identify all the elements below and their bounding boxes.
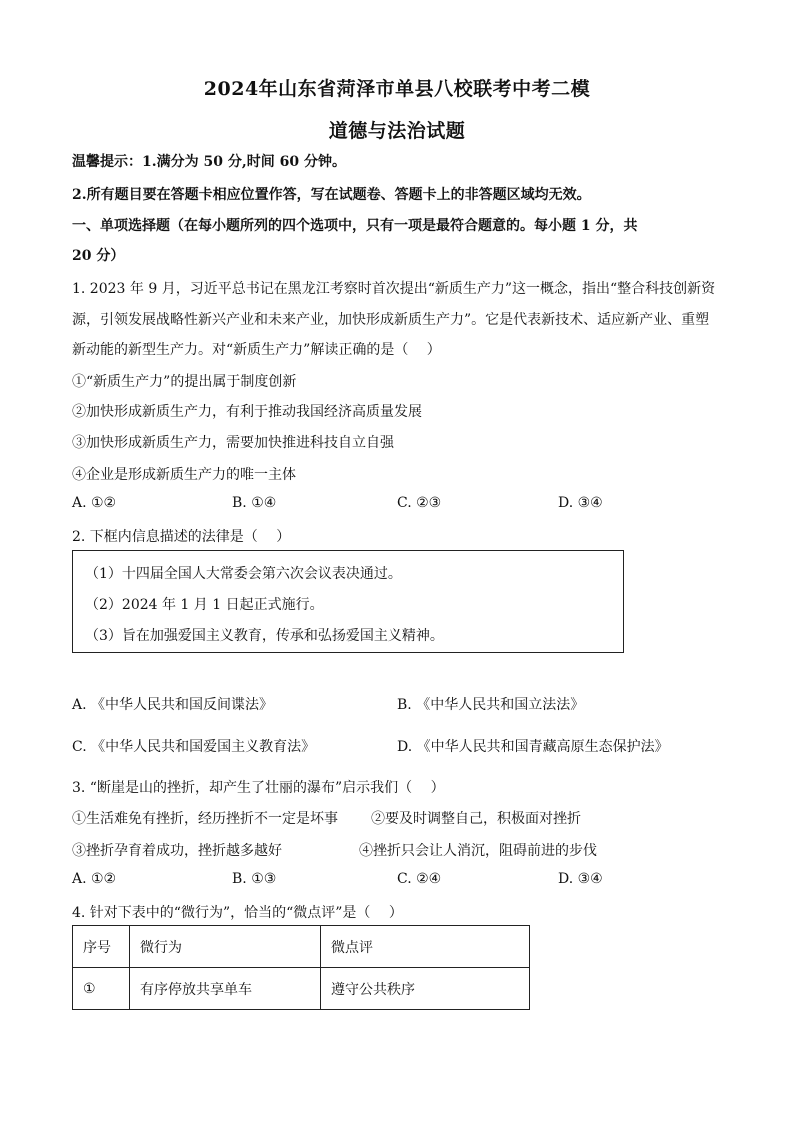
q1-option-b[interactable]: B. ①④	[232, 495, 277, 511]
q1-item: ②加快形成新质生产力，有利于推动我国经济高质量发展	[72, 404, 422, 420]
q4-table	[72, 925, 530, 1010]
q2-stem: 2. 下框内信息描述的法律是（ ）	[72, 529, 291, 545]
table-header-row	[73, 926, 530, 968]
q1-stem-line2: 源，引领发展战略性新兴产业和未来产业，加快形成新质生产力”。它是代表新技术、适应新产业、重塑	[72, 312, 710, 328]
tip-2: 2.所有题目要在答题卡相应位置作答，写在试题卷、答题卡上的非答题区域均无效。	[72, 187, 591, 203]
q1-stem-line3: 新动能的新型生产力。对“新质生产力”解读正确的是（ ）	[72, 342, 441, 358]
table-cell: 有序停放共享单车	[130, 968, 321, 1010]
q2-box-line: （2）2024 年 1 月 1 日起正式施行。	[85, 597, 324, 613]
q2-info-box	[72, 550, 624, 653]
q3-option-a[interactable]: A. ①②	[72, 871, 117, 887]
table-header-cell: 微点评	[321, 926, 530, 968]
q3-item: ③挫折孕育着成功，挫折越多越好	[72, 843, 282, 859]
exam-title: 2024年山东省菏泽市单县八校联考中考二模	[203, 78, 591, 100]
q2-option-a[interactable]: A. 《中华人民共和国反间谍法》	[72, 697, 274, 713]
table-cell: ①	[73, 968, 130, 1010]
q2-option-d[interactable]: D. 《中华人民共和国青藏高原生态保护法》	[397, 739, 669, 755]
q3-item: ②要及时调整自己，积极面对挫折	[371, 811, 581, 827]
q2-option-b[interactable]: B. 《中华人民共和国立法法》	[397, 697, 585, 713]
q3-option-c[interactable]: C. ②④	[397, 871, 442, 887]
exam-subtitle: 道德与法治试题	[328, 120, 466, 142]
q1-stem-line1: 1. 2023 年 9 月，习近平总书记在黑龙江考察时首次提出“新质生产力”这一概念，指出“整合科技创新资	[72, 281, 716, 297]
q1-option-d[interactable]: D. ③④	[558, 495, 603, 511]
q3-item: ①生活难免有挫折，经历挫折不一定是坏事	[72, 811, 338, 827]
q3-option-d[interactable]: D. ③④	[558, 871, 603, 887]
q3-option-b[interactable]: B. ①③	[232, 871, 277, 887]
table-header-cell: 序号	[73, 926, 130, 968]
q1-item: ④企业是形成新质生产力的唯一主体	[72, 467, 296, 483]
q2-option-c[interactable]: C. 《中华人民共和国爱国主义教育法》	[72, 739, 316, 755]
q1-item: ①“新质生产力”的提出属于制度创新	[72, 374, 297, 390]
tip-1: 温馨提示：1.满分为 50 分,时间 60 分钟。	[72, 154, 346, 170]
q3-stem: 3. “断崖是山的挫折，却产生了壮丽的瀑布”启示我们（ ）	[72, 780, 445, 796]
section-heading-line2: 20 分）	[72, 248, 125, 264]
table-cell: 遵守公共秩序	[321, 968, 530, 1010]
table-row	[73, 968, 530, 1010]
q2-box-line: （3）旨在加强爱国主义教育，传承和弘扬爱国主义精神。	[85, 628, 444, 644]
table-header-cell: 微行为	[130, 926, 321, 968]
q3-item: ④挫折只会让人消沉，阻碍前进的步伐	[359, 843, 597, 859]
q4-stem: 4. 针对下表中的“微行为”，恰当的“微点评”是（ ）	[72, 905, 403, 921]
q1-option-a[interactable]: A. ①②	[72, 495, 117, 511]
q1-option-c[interactable]: C. ②③	[397, 495, 442, 511]
q2-box-line: （1）十四届全国人大常委会第六次会议表决通过。	[85, 566, 402, 582]
section-heading-line1: 一、单项选择题（在每小题所列的四个选项中，只有一项是最符合题意的。每小题 1 分，共	[72, 218, 638, 234]
q1-item: ③加快形成新质生产力，需要加快推进科技自立自强	[72, 435, 394, 451]
